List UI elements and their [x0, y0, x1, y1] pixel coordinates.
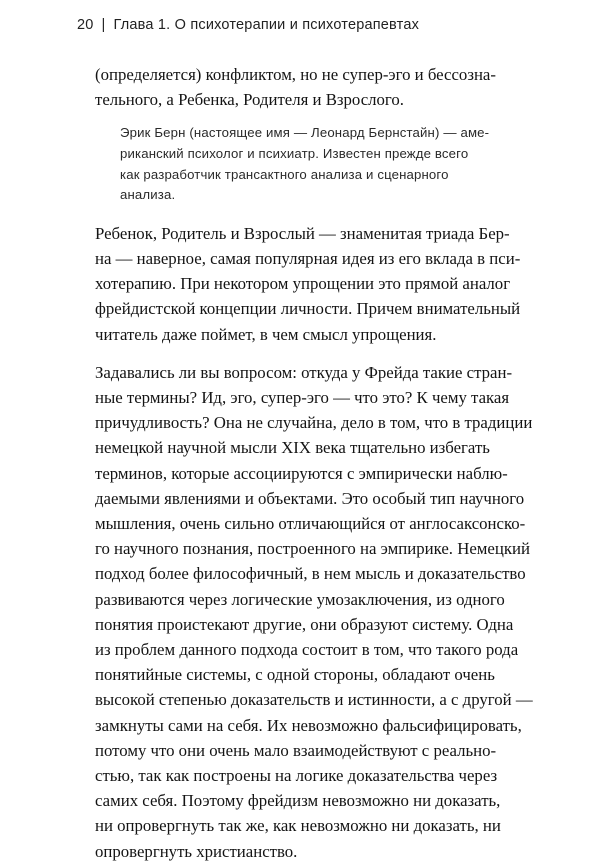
paragraph-freud-terms: [95, 360, 535, 864]
text-line: подход более философичный, в нем мысль и доказательство: [95, 564, 526, 584]
text-line: понятия проистекают другие, они образуют систему. Одна: [95, 614, 514, 634]
text-line: читатель даже поймет, в чем смысл упрощения.: [95, 324, 437, 344]
paragraph-triad: [95, 221, 535, 347]
text-line: го научного познания, построенного на эмпирике. Немецкий: [95, 539, 530, 559]
running-header: [77, 17, 419, 33]
note-line: риканский психолог и психиатр. Известен прежде всего: [120, 146, 469, 161]
text-line: терминов, которые ассоциируются с эмпирически наблю-: [95, 463, 508, 483]
text-line: (определяется) конфликтом, но не супер-эго и бессозна-: [95, 65, 496, 84]
text-line: стью, так как построены на логике доказательства через: [95, 766, 498, 786]
page-number: 20: [77, 17, 94, 33]
chapter-title: Глава 1. О психотерапии и психотерапевтах: [113, 17, 420, 33]
text-line: Ребенок, Родитель и Взрослый — знаменитая триада Бер-: [95, 223, 510, 243]
text-line: развиваются через логические умозаключения, из одного: [95, 589, 505, 609]
page-content: [95, 60, 535, 864]
text-line: даемыми явлениями и объектами. Это особый тип научного: [95, 488, 525, 508]
text-line: высокой степенью доказательств и истинности, а с другой —: [95, 690, 533, 710]
text-line: ные термины? Ид, эго, супер-эго — что это? К чему такая: [95, 388, 510, 407]
text-line: ни опровергнуть так же, как невозможно ни доказать, ни: [95, 816, 501, 836]
text-line: понятийные системы, с одной стороны, обладают очень: [95, 665, 495, 685]
text-line: мышления, очень сильно отличающийся от англосаксонско-: [95, 514, 526, 534]
note-line: Эрик Берн (настоящее имя — Леонард Бернстайн) — аме-: [120, 125, 490, 141]
text-line: из проблем данного подхода состоит в том, что такого рода: [95, 640, 519, 660]
text-line: фрейдистской концепции личности. Причем внимательный: [95, 299, 521, 319]
sidebar-note-eric-berne: [95, 123, 535, 205]
text-line: причудливость? Она не случайна, дело в том, что в традиции: [95, 413, 533, 433]
text-line: хотерапию. При некотором упрощении это прямой аналог: [95, 274, 511, 294]
text-line: самих себя. Поэтому фрейдизм невозможно ни доказать,: [95, 791, 501, 811]
text-line: на — наверное, самая популярная идея из его вклада в пси-: [95, 248, 521, 268]
paragraph-continuation: [95, 62, 535, 112]
note-line: анализа.: [120, 187, 176, 203]
text-line: потому что они очень мало взаимодействуют с реально-: [95, 740, 497, 760]
text-line: опровергнуть христианство.: [95, 841, 298, 861]
note-line: как разработчик трансактного анализа и сценарного: [120, 166, 449, 182]
text-line: тельного, а Ребенка, Родителя и Взрослого.: [95, 90, 404, 110]
text-line: немецкой научной мысли XIX века тщательно избегать: [95, 438, 490, 458]
header-separator: |: [101, 17, 106, 33]
text-line: замкнуты сами на себя. Их невозможно фальсифицировать,: [95, 715, 522, 735]
text-line: Задавались ли вы вопросом: откуда у Фрейда такие стран-: [95, 362, 513, 382]
